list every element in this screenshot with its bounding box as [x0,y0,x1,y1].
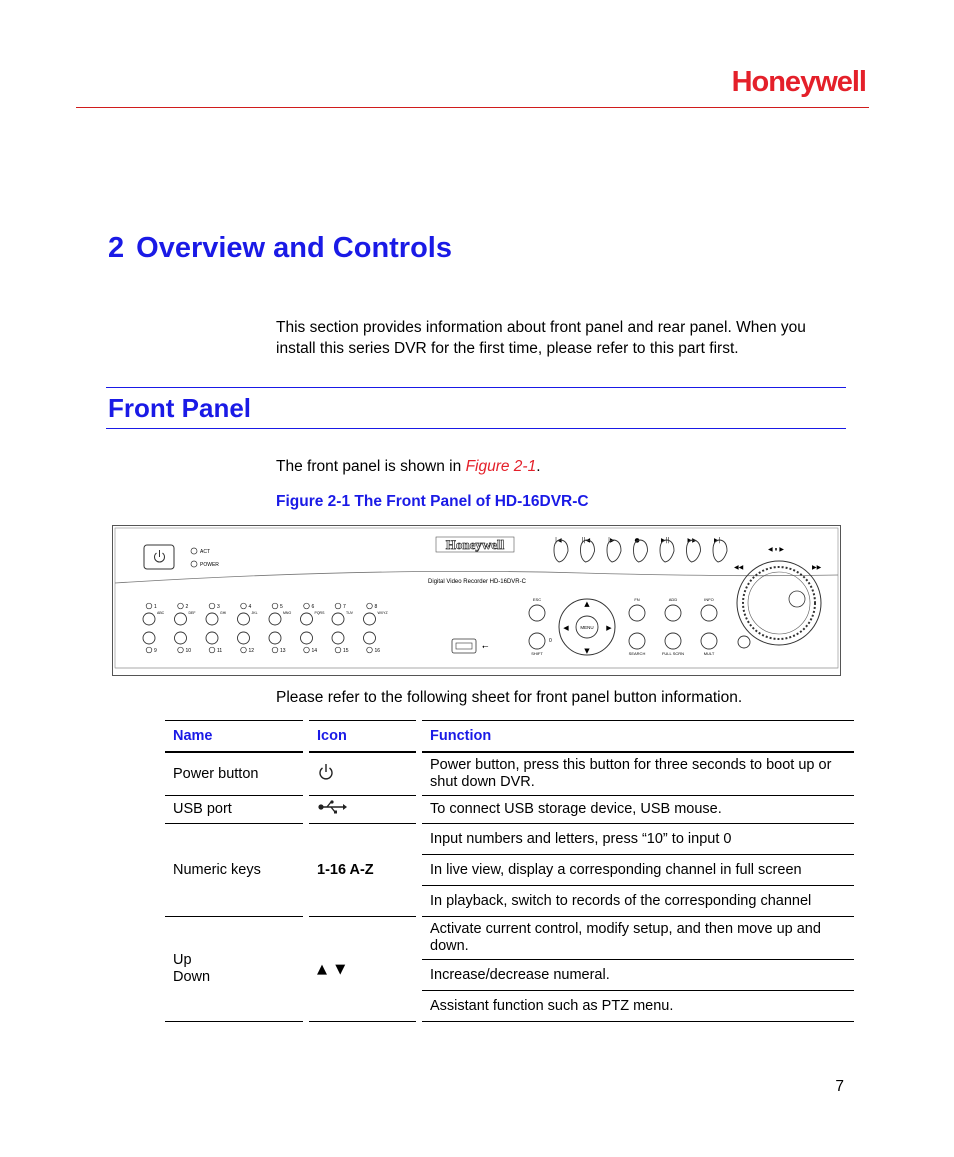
figure-link[interactable]: Figure 2-1 [465,458,537,475]
key-label-5: 5 [280,604,283,610]
key-label-3: 3 [217,604,220,610]
svg-text:▼: ▼ [584,647,590,655]
front-panel-table [165,720,854,1022]
table-row [165,752,854,796]
panel-model: Digital Video Recorder HD-16DVR-C [428,579,526,585]
row-function: In playback, switch to records of the corresponding channel [419,886,854,917]
power-icon [306,752,419,796]
key-letters-7: TUV [346,611,353,615]
playback-icon-1: |◀ [555,537,562,544]
shift-label: SHIFT [531,651,543,656]
row-name: Power button [165,752,306,796]
refer-paragraph: Please refer to the following sheet for front panel button information. [276,689,743,706]
row-function: Input numbers and letters, press “10” to input 0 [419,824,854,855]
panel-usb-icon: ⭠ [482,642,489,651]
key-letters-1: ABC [157,611,165,615]
chapter-number: 2 [108,232,125,264]
key-label-9: 9 [154,648,157,654]
search-label: SEARCH [628,651,646,656]
key-label-15: 15 [343,648,349,654]
key-letters-8: WXYZ [377,611,388,615]
add-label: ADD [668,597,678,602]
esc-label: ESC [532,597,542,602]
row-function: Activate current control, modify setup, and then move up and down. [419,917,854,960]
header-function: Function [419,721,854,753]
page-number: 7 [835,1078,844,1095]
playback-icon-4: ● [634,537,640,544]
key-label-2: 2 [185,604,189,610]
front-panel-text: The front panel is shown in [276,458,466,475]
power-label: POWER [200,562,219,568]
row-function: Assistant function such as PTZ menu. [419,991,854,1022]
row-icon: 1-16 A-Z [306,824,419,917]
figure-caption: Figure 2-1 The Front Panel of HD-16DVR-C [276,493,589,510]
key-label-14: 14 [311,648,318,654]
mult-label: MULT [703,651,715,656]
table-row [165,917,854,960]
front-panel-paragraph [276,458,541,476]
row-name [165,917,306,1022]
svg-text:▶: ▶ [606,624,612,632]
table-row [165,796,854,824]
updown-icon: ▲ ▼ [306,917,419,1022]
front-panel-figure [112,525,841,676]
playback-icon-2: ||◀ [581,537,591,544]
row-name: USB port [165,796,306,824]
chapter-title [108,232,452,265]
header-icon: Icon [306,721,419,753]
act-label: ACT [200,549,210,555]
down-label: Down [173,969,211,985]
table-header-row [165,721,854,753]
playback-icon-6: ▶▶ [687,537,697,544]
key-label-8: 8 [374,604,378,610]
playback-icon-5: ▶|| [661,537,670,544]
row-name: Numeric keys [165,824,306,917]
intro-paragraph: This section provides information about front panel and rear panel. When you install this series DVR for the first time, please refer to this part first. [276,319,806,357]
table-row [165,824,854,855]
up-label: Up [173,952,192,968]
key-label-6: 6 [311,604,315,610]
key-label-4: 4 [248,604,252,610]
header-name: Name [165,721,306,753]
svg-text:▲: ▲ [584,600,590,608]
zero-label: 0 [549,638,552,644]
front-panel-period: . [536,458,541,475]
row-function: Increase/decrease numeral. [419,960,854,991]
key-letters-5: MNO [283,611,292,615]
info-label: INFO [704,597,714,602]
fn-label: FN [634,597,640,602]
section-rule-bottom [106,428,846,429]
key-label-1: 1 [154,604,157,610]
key-letters-2: DEF [188,611,196,615]
panel-brand: Honeywell [445,537,505,552]
fullscreen-label: FULL SCRN [661,651,685,656]
menu-label: MENU [580,625,594,630]
row-function: In live view, display a corresponding channel in full screen [419,855,854,886]
key-letters-3: GHI [220,611,227,615]
key-label-7: 7 [343,604,346,610]
svg-text:◀◀: ◀◀ [734,564,744,571]
key-label-12: 12 [248,648,255,654]
usb-icon [306,796,419,824]
chapter-title-text: Overview and Controls [136,232,452,264]
playback-icon-7: ▶| [714,537,721,544]
row-function: To connect USB storage device, USB mouse. [419,796,854,824]
svg-text:◀: ◀ [563,624,569,632]
row-function: Power button, press this button for three seconds to boot up or shut down DVR. [419,752,854,796]
section-rule-top [106,387,846,388]
playback-icon-3: |▶ [608,537,615,544]
key-label-11: 11 [217,648,223,654]
svg-text:▶▶: ▶▶ [812,564,822,571]
brand-logo: Honeywell [731,66,866,98]
svg-text:◀ ⏸ ▶: ◀ ⏸ ▶ [767,546,785,553]
key-label-10: 10 [185,648,192,654]
key-letters-4: JKL [251,611,258,615]
section-title: Front Panel [108,393,252,423]
key-label-16: 16 [374,648,381,654]
key-letters-6: PQRS [314,611,325,615]
header-rule [76,107,869,108]
key-label-13: 13 [280,648,286,654]
